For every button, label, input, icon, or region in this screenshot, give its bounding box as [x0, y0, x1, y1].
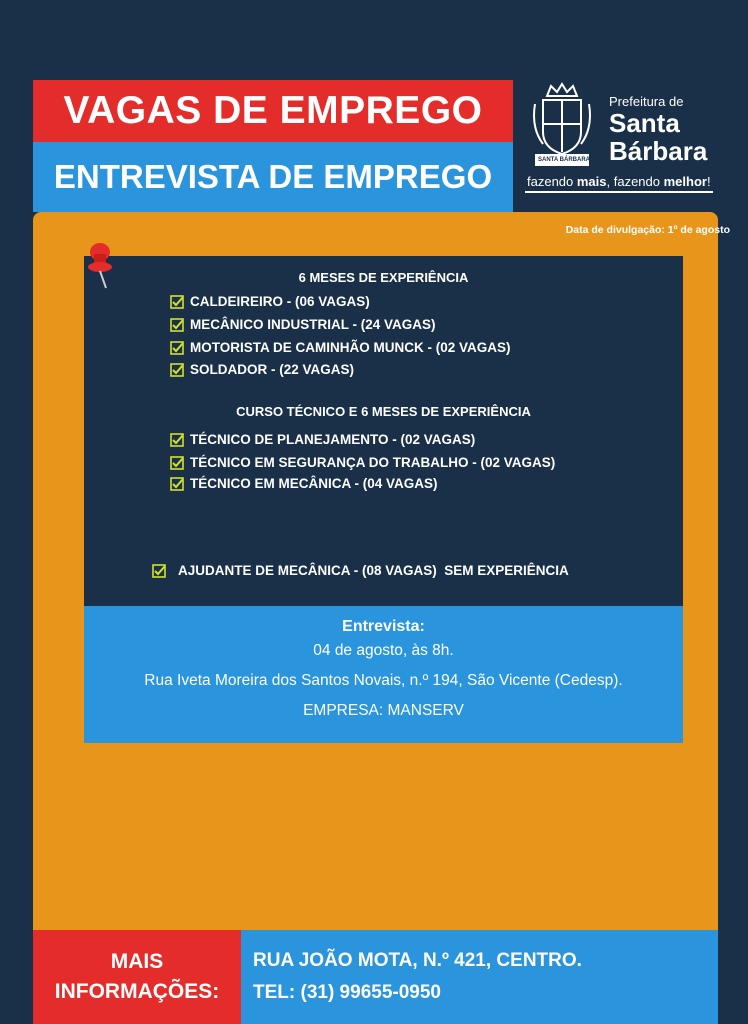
subtitle-banner: [33, 142, 513, 212]
list-item: MOTORISTA DE CAMINHÃO MUNCK - (02 VAGAS): [170, 340, 511, 355]
logo-tagline: fazendo mais, fazendo melhor!: [527, 174, 711, 189]
job-list-box: [84, 256, 683, 606]
interview-date: 04 de agosto, às 8h.: [313, 642, 454, 659]
contact-phone: TEL: (31) 99655-0950: [253, 982, 441, 1003]
checkbox-check-icon: [170, 363, 184, 377]
page-subtitle: ENTREVISTA DE EMPREGO: [53, 158, 493, 195]
publication-date: Data de divulgação: 1º de agosto: [565, 224, 730, 236]
interview-info-box: [84, 606, 683, 743]
logo-name-line2: Bárbara: [609, 136, 708, 166]
section-title-experience: 6 MESES DE EXPERIÊNCIA: [298, 270, 469, 285]
checkbox-check-icon: [170, 433, 184, 447]
checkbox-check-icon: [170, 295, 184, 309]
list-item: AJUDANTE DE MECÂNICA - (08 VAGAS) SEM EXPERIÊNCIA: [152, 563, 569, 578]
list-item: TÉCNICO EM MECÂNICA - (04 VAGAS): [170, 476, 438, 491]
prefeitura-logo: [525, 82, 720, 197]
more-info-label: MAIS INFORMAÇÕES:: [33, 930, 241, 1024]
list-item: TÉCNICO EM SEGURANÇA DO TRABALHO - (02 VAGAS): [170, 455, 555, 470]
interview-company: EMPRESA: MANSERV: [303, 702, 464, 719]
coat-of-arms-icon: [529, 82, 595, 168]
list-item: MECÂNICO INDUSTRIAL - (24 VAGAS): [170, 317, 436, 332]
list-item: SOLDADOR - (22 VAGAS): [170, 362, 354, 377]
interview-address: Rua Iveta Moreira dos Santos Novais, n.º 194, São Vicente (Cedesp).: [144, 672, 623, 689]
tagline-underline: [525, 191, 713, 193]
checkbox-check-icon: [152, 564, 166, 578]
checkbox-check-icon: [170, 318, 184, 332]
pushpin-icon: [82, 240, 122, 292]
list-item: CALDEIREIRO - (06 VAGAS): [170, 294, 370, 309]
crest-text: SANTA BÁRBARA: [538, 157, 590, 163]
checkbox-check-icon: [170, 477, 184, 491]
title-banner: [33, 80, 513, 142]
contact-address: RUA JOÃO MOTA, N.º 421, CENTRO.: [253, 950, 582, 971]
checkbox-check-icon: [170, 341, 184, 355]
page-title: VAGAS DE EMPREGO: [63, 89, 483, 132]
contact-box: [241, 930, 718, 1024]
logo-name-line1: Santa: [609, 108, 680, 138]
list-item: TÉCNICO DE PLANEJAMENTO - (02 VAGAS): [170, 432, 475, 447]
logo-small-text: Prefeitura de: [609, 94, 684, 109]
section-title-technical: CURSO TÉCNICO E 6 MESES DE EXPERIÊNCIA: [236, 404, 531, 419]
checkbox-check-icon: [170, 456, 184, 470]
interview-title: Entrevista:: [342, 618, 425, 635]
